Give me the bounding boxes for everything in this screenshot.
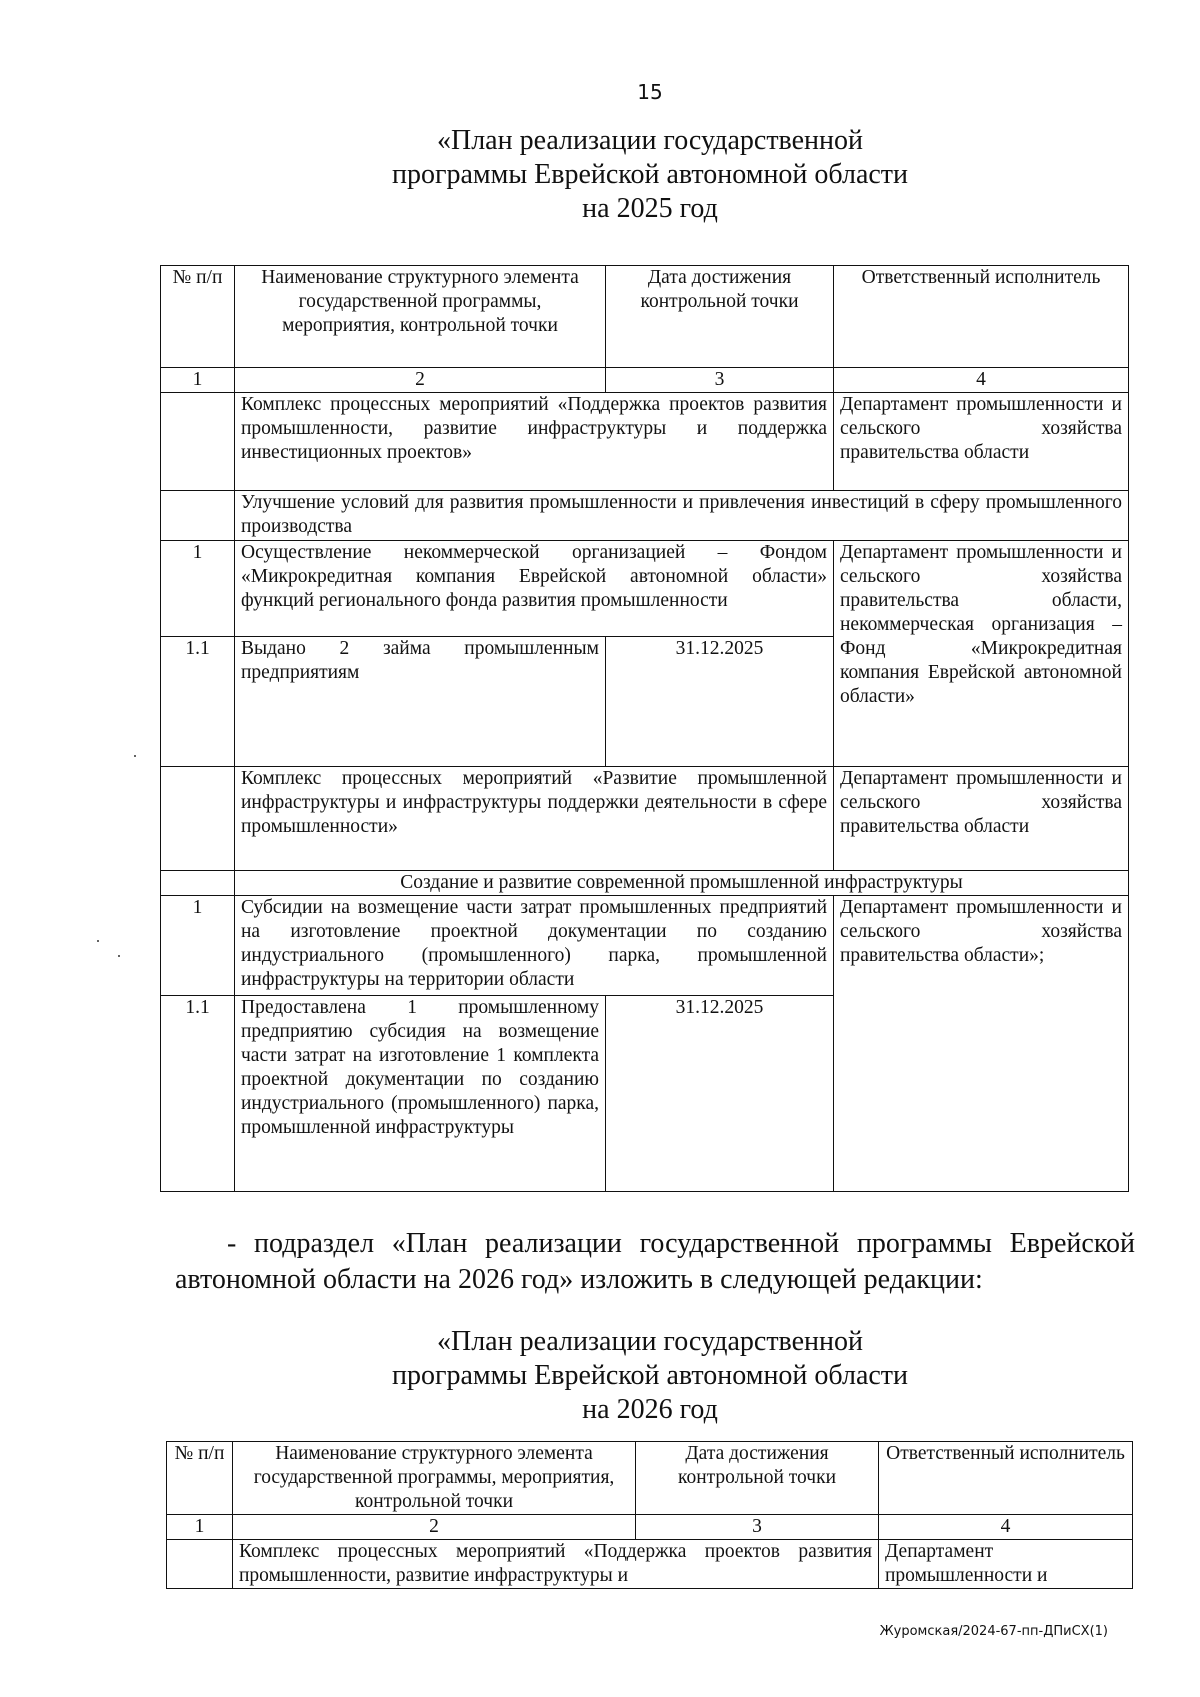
column-numbers-row	[161, 368, 1129, 393]
table-row	[161, 871, 1129, 896]
header-executor: Ответственный исполнитель	[834, 266, 1129, 368]
paragraph-text: - подраздел «План реализации государственной программы Еврейской автономной области на 2026 год» изложить в следующей редакции:	[175, 1228, 1135, 1295]
column-number: 2	[233, 1515, 636, 1540]
header-num: № п/п	[161, 266, 235, 368]
page-number: 15	[637, 80, 663, 104]
amendment-paragraph	[175, 1226, 1135, 1298]
row-name: Комплекс процессных мероприятий «Поддержка проектов развития промышленности, развитие инфраструктуры и поддержка инвестиционных проектов»	[235, 393, 834, 491]
column-number: 4	[879, 1515, 1133, 1540]
row-name: Предоставлена 1 промышленному предприятию субсидия на возмещение части затрат на изготовление 1 комплекта проектной документации по созданию индустриального (промышленного) парка, промышленной инфраструктуры	[235, 996, 606, 1192]
row-number: 1	[161, 541, 235, 637]
row-executor: Департамент промышленности и сельского хозяйства правительства области	[834, 393, 1129, 491]
title-line: «План реализации государственной	[436, 1326, 863, 1357]
table-row	[161, 896, 1129, 996]
row-executor: Департамент промышленности и	[879, 1540, 1133, 1589]
row-name: Улучшение условий для развития промышленности и привлечения инвестиций в сферу промышленного производства	[235, 491, 1129, 541]
table-row	[161, 767, 1129, 871]
scan-speck	[134, 755, 136, 757]
column-number: 1	[167, 1515, 233, 1540]
row-executor: Департамент промышленности и сельского хозяйства правительства области, некоммерческая организация – Фонд «Микрокредитная компания Еврейской автономной области»	[834, 541, 1129, 767]
title-line: «План реализации государственной	[436, 125, 863, 156]
row-number: 1.1	[161, 996, 235, 1192]
row-name: Осуществление некоммерческой организацией – Фондом «Микрокредитная компания Еврейской автономной области» функций регионального фонда развития промышленности	[235, 541, 834, 637]
row-number	[161, 767, 235, 871]
row-name: Создание и развитие современной промышленной инфраструктуры	[235, 871, 1129, 896]
row-name: Комплекс процессных мероприятий «Поддержка проектов развития промышленности, развитие инфраструктуры и	[233, 1540, 879, 1589]
table-row	[161, 541, 1129, 637]
row-number	[161, 393, 235, 491]
row-number	[161, 871, 235, 896]
document-footer-code: Журомская/2024-67-пп-ДПиСХ(1)	[879, 1624, 1108, 1639]
header-date: Дата достижения контрольной точки	[606, 266, 834, 368]
row-executor: Департамент промышленности и сельского хозяйства правительства области	[834, 767, 1129, 871]
column-number: 3	[606, 368, 834, 393]
row-number: 1	[161, 896, 235, 996]
row-name: Выдано 2 займа промышленным предприятиям	[235, 637, 606, 767]
title-line: на 2026 год	[582, 1394, 718, 1425]
title-line: программы Еврейской автономной области	[391, 159, 909, 190]
column-numbers-row	[167, 1515, 1133, 1540]
header-date: Дата достижения контрольной точки	[636, 1442, 879, 1515]
table-header-row	[167, 1442, 1133, 1515]
row-name: Субсидии на возмещение части затрат промышленных предприятий на изготовление проектной документации по созданию индустриального (промышленного) парка, промышленной инфраструктуры на территории области	[235, 896, 834, 996]
column-number: 2	[235, 368, 606, 393]
row-date: 31.12.2025	[606, 996, 834, 1192]
table-header-row	[161, 266, 1129, 368]
table-row	[167, 1540, 1133, 1589]
header-name: Наименование структурного элемента государственной программы, мероприятия, контрольной точки	[235, 266, 606, 368]
row-number	[161, 491, 235, 541]
plan-2025-title	[150, 124, 1150, 226]
plan-2025-table	[160, 265, 1129, 1192]
column-number: 3	[636, 1515, 879, 1540]
plan-2026-table	[166, 1441, 1133, 1589]
header-name: Наименование структурного элемента государственной программы, мероприятия, контрольной точки	[233, 1442, 636, 1515]
title-line: на 2025 год	[582, 193, 718, 224]
row-number: 1.1	[161, 637, 235, 767]
column-number: 4	[834, 368, 1129, 393]
row-number	[167, 1540, 233, 1589]
column-number: 1	[161, 368, 235, 393]
scan-speck	[97, 940, 99, 942]
table-row	[161, 491, 1129, 541]
row-date: 31.12.2025	[606, 637, 834, 767]
title-line: программы Еврейской автономной области	[391, 1360, 909, 1391]
table-row	[161, 393, 1129, 491]
plan-2026-title	[150, 1325, 1150, 1427]
row-name: Комплекс процессных мероприятий «Развитие промышленной инфраструктуры и инфраструктуры поддержки деятельности в сфере промышленности»	[235, 767, 834, 871]
row-executor: Департамент промышленности и сельского хозяйства правительства области»;	[834, 896, 1129, 1192]
scan-speck	[118, 955, 120, 957]
header-num: № п/п	[167, 1442, 233, 1515]
header-executor: Ответственный исполнитель	[879, 1442, 1133, 1515]
